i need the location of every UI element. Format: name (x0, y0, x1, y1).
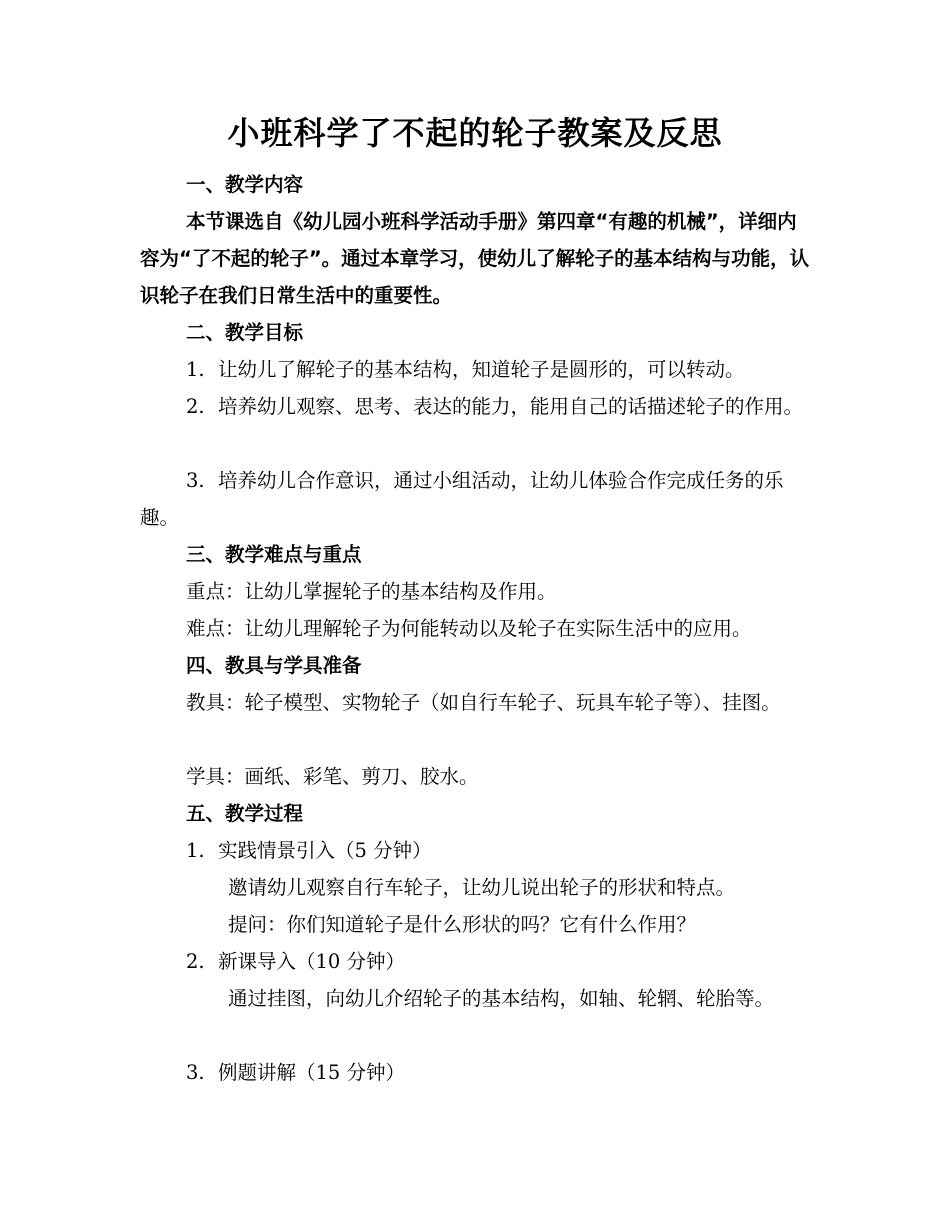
goal-text: 培养幼儿合作意识，通过小组活动，让幼儿体验合作完成任务的乐趣。 (140, 469, 784, 529)
step-3-title (140, 1054, 810, 1091)
step-number: 2. (186, 950, 205, 973)
goal-text: 培养幼儿观察、思考、表达的能力，能用自己的话描述轮子的作用。 (218, 395, 804, 418)
goal-item-3 (140, 462, 810, 536)
goal-item-2 (140, 388, 810, 425)
step-1-line-1: 邀请幼儿观察自行车轮子，让幼儿说出轮子的形状和特点。 (228, 876, 736, 899)
step-1-line-2: 提问：你们知道轮子是什么形状的吗？它有什么作用？ (228, 913, 697, 936)
goal-number: 2. (186, 395, 205, 418)
section-heading-content: 一、教学内容 (186, 173, 304, 196)
step-title-text: 例题讲解（15 分钟） (218, 1061, 406, 1084)
content-paragraph: 本节课选自《幼儿园小班科学活动手册》第四章“有趣的机械”，详细内容为“了不起的轮子”。通过本章学习，使幼儿了解轮子的基本结构与功能，认识轮子在我们日常生活中的重要性。 (140, 210, 810, 307)
section-heading-materials: 四、教具与学具准备 (186, 654, 362, 677)
section-heading-goals: 二、教学目标 (186, 321, 304, 344)
step-2-title (140, 943, 810, 980)
goal-number: 1. (186, 358, 205, 381)
step-number: 1. (186, 839, 205, 862)
step-title-text: 实践情景引入（5 分钟） (218, 839, 432, 862)
step-number: 3. (186, 1061, 205, 1084)
document-title: 小班科学了不起的轮子教案及反思 (227, 114, 723, 152)
difficult-point-text: 难点：让幼儿理解轮子为何能转动以及轮子在实际生活中的应用。 (186, 617, 752, 640)
goal-number: 3. (186, 469, 205, 492)
goal-text: 让幼儿了解轮子的基本结构，知道轮子是圆形的，可以转动。 (218, 358, 745, 381)
step-1-title (140, 832, 810, 869)
key-point-text: 重点：让幼儿掌握轮子的基本结构及作用。 (186, 580, 557, 603)
step-2-line-1: 通过挂图，向幼儿介绍轮子的基本结构，如轴、轮辋、轮胎等。 (228, 987, 775, 1010)
learning-tools-text: 学具：画纸、彩笔、剪刀、胶水。 (186, 765, 479, 788)
teaching-aids-text: 教具：轮子模型、实物轮子（如自行车轮子、玩具车轮子等）、挂图。 (186, 691, 781, 714)
step-title-text: 新课导入（10 分钟） (218, 950, 406, 973)
section-heading-key-points: 三、教学难点与重点 (186, 543, 362, 566)
section-heading-process: 五、教学过程 (186, 802, 304, 825)
goal-item-1 (140, 351, 810, 388)
